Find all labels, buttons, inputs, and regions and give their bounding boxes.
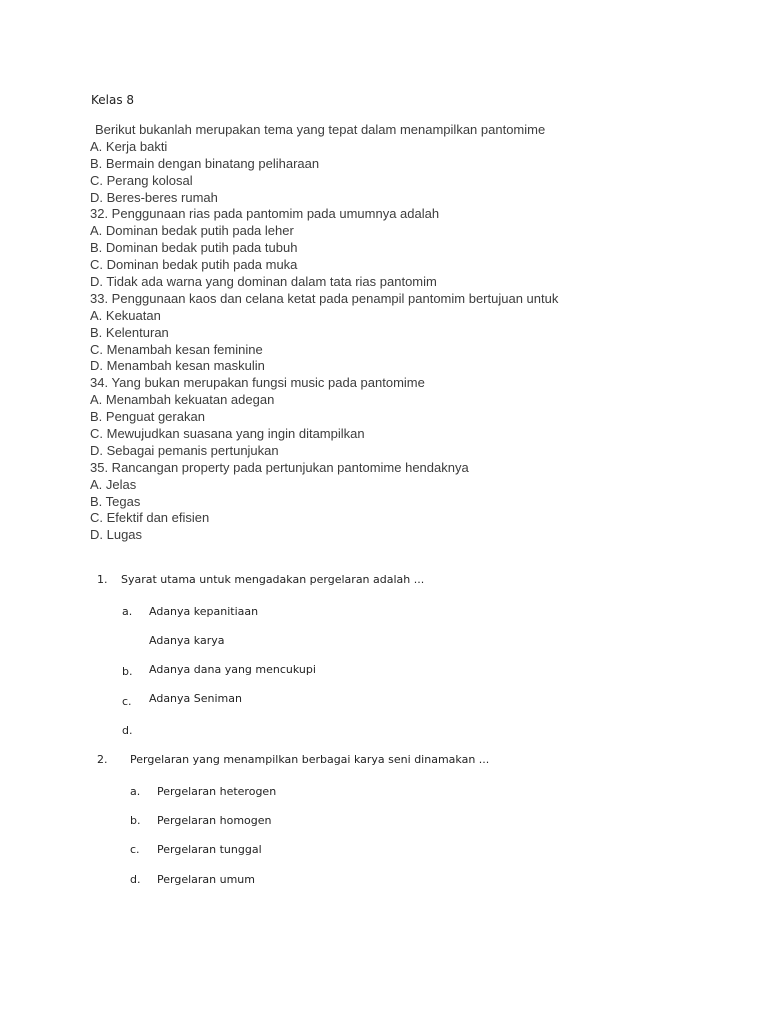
option-line: C. Mewujudkan suasana yang ingin ditampilkan — [90, 426, 365, 442]
option-line: B. Tegas — [90, 493, 141, 509]
question-1-option-1: Adanya kepanitiaan — [149, 605, 259, 618]
option-line: C. Dominan bedak putih pada muka — [90, 257, 298, 273]
option-line: A. Dominan bedak putih pada leher — [90, 223, 294, 239]
option-line: B. Bermain dengan binatang peliharaan — [90, 155, 320, 171]
question-2-option-c: Pergelaran tunggal — [157, 843, 262, 856]
question-line-33: 33. Penggunaan kaos dan celana ketat pada penampil pantomim bertujuan untuk — [90, 290, 559, 306]
option-line: D. Menambah kesan maskulin — [90, 358, 265, 374]
question-2-letter-d: d. — [130, 873, 141, 886]
option-line: A. Jelas — [90, 476, 137, 492]
question-1-letter-d: d. — [122, 724, 133, 737]
option-line: C. Menambah kesan feminine — [90, 341, 263, 357]
question-1-option-4: Adanya Seniman — [149, 692, 242, 705]
question-2-letter-b: b. — [130, 814, 141, 827]
question-2-option-a: Pergelaran heterogen — [157, 785, 277, 798]
question-1-letter-c: c. — [122, 695, 132, 708]
option-line: A. Kekuatan — [90, 307, 161, 323]
plain-question-block — [90, 122, 710, 544]
question-line-35: 35. Rancangan property pada pertunjukan pantomime hendaknya — [90, 459, 469, 475]
option-line: D. Tidak ada warna yang dominan dalam tata rias pantomim — [90, 274, 437, 290]
option-line: B. Kelenturan — [90, 324, 169, 340]
option-line: B. Penguat gerakan — [90, 409, 205, 425]
option-line: A. Kerja bakti — [90, 138, 168, 154]
option-line: D. Beres-beres rumah — [90, 189, 218, 205]
question-2-letter-c: c. — [130, 843, 140, 856]
question-1-letter-a: a. — [122, 605, 133, 618]
option-line: B. Dominan bedak putih pada tubuh — [90, 240, 298, 256]
option-line: A. Menambah kekuatan adegan — [90, 392, 275, 408]
question-1-option-2: Adanya karya — [149, 634, 225, 647]
question-1-letter-b: b. — [122, 665, 133, 678]
question-2-option-d: Pergelaran umum — [157, 873, 255, 886]
question-line-34: 34. Yang bukan merupakan fungsi music pada pantomime — [90, 375, 425, 391]
question-intro-line: Berikut bukanlah merupakan tema yang tepat dalam menampilkan pantomime — [95, 122, 546, 137]
question-1-option-3: Adanya dana yang mencukupi — [149, 663, 316, 676]
page-heading: Kelas 8 — [91, 93, 135, 107]
question-1-number: 1. — [97, 573, 108, 586]
question-2-letter-a: a. — [130, 785, 141, 798]
option-line: D. Lugas — [90, 527, 143, 543]
question-2-option-b: Pergelaran homogen — [157, 814, 272, 827]
question-line-32: 32. Penggunaan rias pada pantomim pada umumnya adalah — [90, 206, 440, 222]
option-line: D. Sebagai pemanis pertunjukan — [90, 442, 279, 458]
option-line: C. Perang kolosal — [90, 172, 193, 188]
question-1-text: Syarat utama untuk mengadakan pergelaran adalah ... — [121, 573, 425, 586]
question-2-number: 2. — [97, 753, 108, 766]
option-line: C. Efektif dan efisien — [90, 510, 210, 526]
question-2-text: Pergelaran yang menampilkan berbagai karya seni dinamakan ... — [130, 753, 490, 766]
